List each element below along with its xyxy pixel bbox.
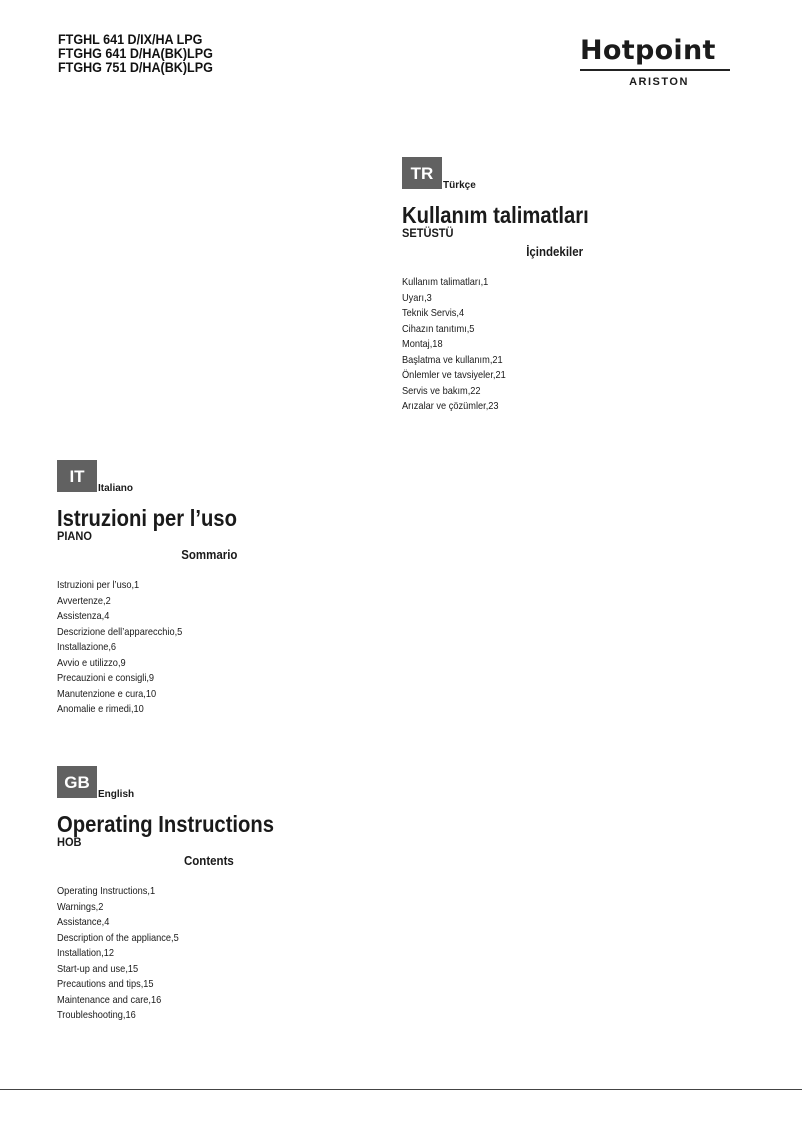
language-name: Türkçe (443, 180, 476, 191)
logo-subbrand: ARISTON (629, 75, 689, 88)
table-of-contents (57, 578, 261, 718)
toc-item: Montaj,18 (402, 338, 443, 350)
language-badge: GB (57, 766, 97, 798)
toc-item: Assistance,4 (57, 916, 110, 928)
doc-title: Operating Instructions (57, 811, 275, 837)
toc-item: Önlemler ve tavsiyeler,21 (402, 369, 506, 381)
toc-item: Description of the appliance,5 (57, 931, 179, 944)
model-number: FTGHG 751 D/HA(BK)LPG (58, 60, 213, 75)
contents-heading: Sommario (181, 548, 238, 562)
language-header (402, 157, 614, 189)
section-gb (57, 766, 304, 1024)
doc-subtitle: SETÜSTÜ (402, 226, 454, 240)
model-number: FTGHG 641 D/HA(BK)LPG (58, 46, 213, 61)
toc-item: Anomalie e rimedi,10 (57, 703, 144, 715)
model-numbers (58, 33, 213, 75)
toc-item: Installazione,6 (57, 641, 117, 653)
footer-divider (0, 1089, 802, 1090)
section-it (57, 460, 261, 718)
toc-item: Başlatma ve kullanım,21 (402, 353, 503, 366)
toc-item: Uyarı,3 (402, 291, 432, 304)
toc-item: Start-up and use,15 (57, 962, 139, 975)
contents-heading: Contents (183, 854, 234, 868)
toc-item: Kullanım talimatları,1 (402, 276, 489, 288)
language-name: English (98, 789, 135, 800)
table-of-contents (402, 275, 614, 415)
section-tr (402, 157, 614, 415)
toc-item: Istruzioni per l’uso,1 (57, 579, 140, 591)
toc-item: Warnings,2 (57, 900, 104, 913)
language-badge: TR (402, 157, 442, 189)
toc-item: Cihazın tanıtımı,5 (402, 322, 475, 335)
language-header (57, 766, 304, 798)
toc-item: Avvertenze,2 (57, 594, 111, 607)
toc-item: Manutenzione e cura,10 (57, 687, 157, 700)
brand-logo (580, 36, 732, 88)
model-number: FTGHL 641 D/IX/HA LPG (58, 32, 203, 47)
toc-item: Maintenance and care,16 (57, 993, 162, 1006)
logo-divider (580, 69, 730, 71)
language-name: Italiano (98, 483, 134, 494)
toc-item: Servis ve bakım,22 (402, 384, 481, 397)
toc-item: Operating Instructions,1 (57, 885, 156, 897)
doc-subtitle: HOB (57, 835, 82, 849)
toc-item: Assistenza,4 (57, 610, 110, 622)
toc-item: Arızalar ve çözümler,23 (402, 400, 499, 412)
toc-item: Precauzioni e consigli,9 (57, 672, 155, 684)
doc-subtitle: PIANO (57, 529, 92, 543)
contents-heading: İçindekiler (526, 245, 584, 259)
table-of-contents (57, 884, 304, 1024)
doc-title: Istruzioni per l’uso (57, 505, 237, 531)
toc-item: Troubleshooting,16 (57, 1009, 136, 1021)
language-header (57, 460, 261, 492)
doc-title: Kullanım talimatları (402, 202, 589, 228)
toc-item: Precautions and tips,15 (57, 978, 154, 990)
toc-item: Teknik Servis,4 (402, 307, 465, 319)
language-badge: IT (57, 460, 97, 492)
logo-brand: Hotpoint (580, 35, 716, 66)
toc-item: Avvio e utilizzo,9 (57, 656, 126, 669)
toc-item: Installation,12 (57, 947, 115, 959)
toc-item: Descrizione dell’apparecchio,5 (57, 625, 183, 638)
